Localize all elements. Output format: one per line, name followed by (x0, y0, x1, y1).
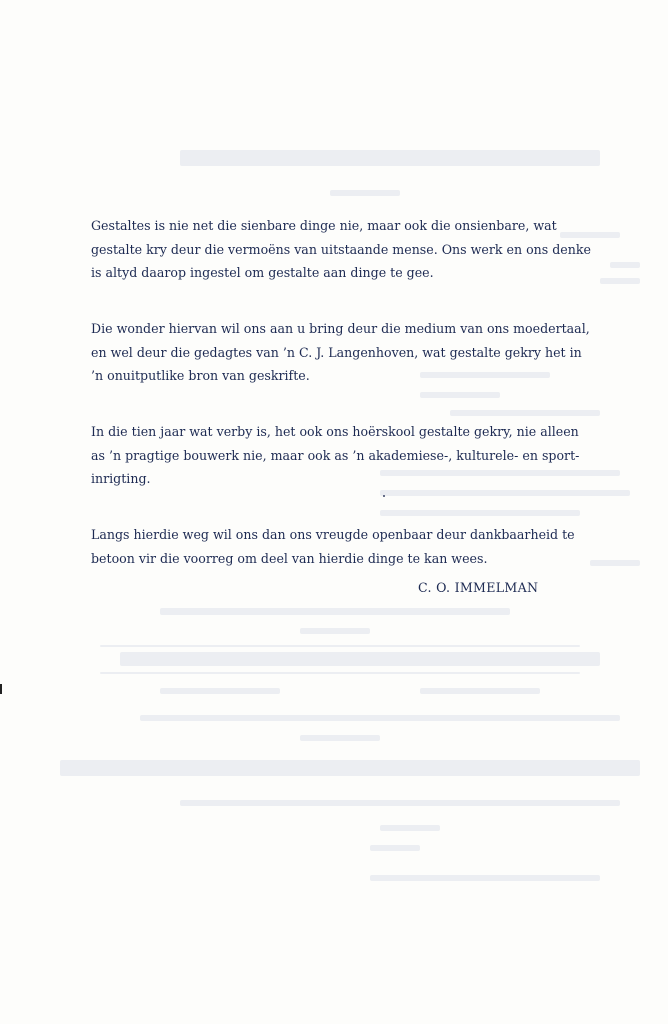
paragraph-1 (91, 214, 623, 285)
paragraph-line: Langs hierdie weg wil ons dan ons vreugde openbaar deur dankbaarheid te (91, 527, 575, 542)
paragraph-3 (91, 420, 623, 491)
paragraph-line: as ’n pragtige bouwerk nie, maar ook as ’n akademiese-, kulturele- en sport- (91, 447, 580, 463)
paragraph-2 (91, 317, 623, 388)
edge-mark (0, 684, 2, 694)
paragraph-line: Gestaltes is nie net die sienbare dinge nie, maar ook die onsienbare, wat (91, 218, 557, 233)
paragraph-line: Die wonder hiervan wil ons aan u bring deur die medium van ons moedertaal, (91, 321, 590, 336)
paragraph-line: betoon vir die voorreg om deel van hierdie dinge te kan wees. (91, 550, 488, 566)
paragraph-4 (91, 523, 623, 570)
paragraph-line: ’n onuitputlike bron van geskrifte. (91, 368, 310, 383)
paragraph-line: en wel deur die gedagtes van ’n C. J. Langenhoven, wat gestalte gekry het in (91, 344, 582, 360)
paragraph-line: gestalte kry deur die vermoëns van uitstaande mense. Ons werk en ons denke (91, 241, 591, 257)
signature: C. O. IMMELMAN (418, 580, 539, 595)
ink-speck (383, 495, 385, 497)
paragraph-line: inrigting. (91, 471, 151, 486)
paragraph-line: In die tien jaar wat verby is, het ook ons hoërskool gestalte gekry, nie alleen (91, 424, 579, 439)
paragraph-line: is altyd daarop ingestel om gestalte aan dinge te gee. (91, 265, 434, 280)
